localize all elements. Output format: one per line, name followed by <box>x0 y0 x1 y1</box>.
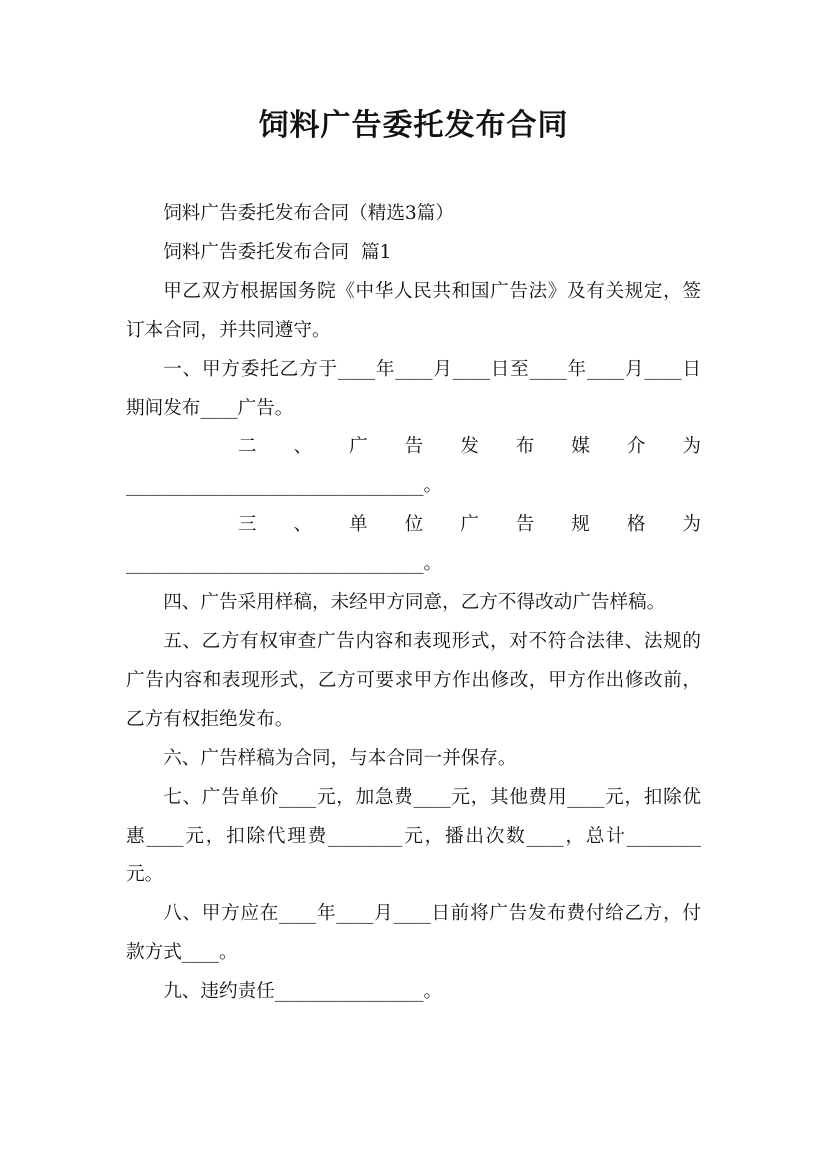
document-body <box>126 195 701 1012</box>
clause-7: 七、广告单价____元，加急费____元，其他费用____元，扣除优惠____元，扣除代理费________元，播出次数____，总计________元。 <box>126 786 701 886</box>
clause-4: 四、广告采用样稿，未经甲方同意，乙方不得改动广告样稿。 <box>163 592 666 614</box>
clause-2-label: 二、广告发布媒介为 <box>238 436 701 458</box>
paragraph-preamble: 甲乙双方根据国务院《中华人民共和国广告法》及有关规定，签订本合同，并共同遵守。 <box>126 280 701 341</box>
clause-8: 八、甲方应在____年____月____日前将广告发布费付给乙方，付款方式____。 <box>126 903 701 964</box>
clause-1: 一、甲方委托乙方于____年____月____日至____年____月____日期间发布____广告。 <box>126 358 701 419</box>
clause-5: 五、乙方有权审查广告内容和表现形式，对不符合法律、法规的广告内容和表现形式，乙方可要求甲方作出修改，甲方作出修改前，乙方有权拒绝发布。 <box>126 630 701 730</box>
clause-3-blank: ________________________________。 <box>126 553 443 575</box>
document-title: 饲料广告委托发布合同 <box>258 108 569 143</box>
clause-6: 六、广告样稿为合同，与本合同一并保存。 <box>163 747 517 769</box>
paragraph-section-heading: 饲料广告委托发布合同 篇1 <box>163 241 392 263</box>
paragraph-subtitle: 饲料广告委托发布合同（精选3篇） <box>163 203 454 224</box>
clause-9: 九、违约责任________________。 <box>163 981 443 1003</box>
clause-3-label: 三、单位广告规格为 <box>238 514 701 536</box>
clause-2-blank: ________________________________。 <box>126 475 443 497</box>
